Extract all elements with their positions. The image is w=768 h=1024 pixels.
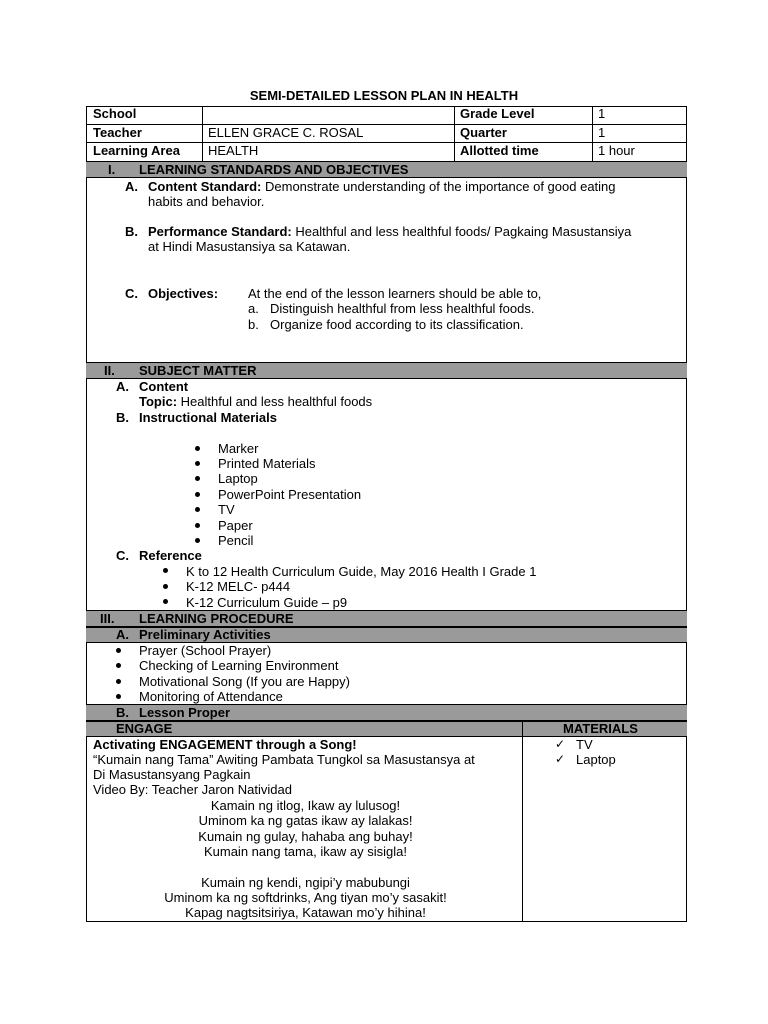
objectives-label: Objectives: [148,286,219,301]
bullet [195,476,200,481]
objective-a: Distinguish healthful from less healthful foods. [270,301,535,316]
performance-standard-letter: B. [125,224,138,239]
bullet [116,679,121,684]
bullet [116,663,121,668]
performance-standard-label: Performance Standard: [148,224,292,239]
engage-song-line2: Di Masustansyang Pagkain [93,767,251,782]
topic [139,394,372,409]
objective-b-letter: b. [248,317,259,332]
lyric-line: Kumain ng gulay, hahaba ang buhay! [198,829,413,844]
bullet [195,538,200,543]
lyric-line: Uminom ka ng gatas ikaw ay lalakas! [198,813,413,828]
list-item: Printed Materials [218,456,316,471]
teacher-value: ELLEN GRACE C. ROSAL [208,125,364,140]
list-item: Laptop [576,752,616,767]
list-item: K-12 Curriculum Guide – p9 [186,595,348,610]
list-item: Monitoring of Attendance [139,689,283,704]
allotted-time-label: Allotted time [460,143,539,158]
list-item: Laptop [218,471,258,486]
section3-title: LEARNING PROCEDURE [139,611,294,626]
objectives-intro: At the end of the lesson learners should be able to, [248,286,542,301]
lyric-line: Uminom ka ng softdrinks, Ang tiyan mo’y sasakit! [164,890,447,905]
list-item: Prayer (School Prayer) [139,643,272,658]
document-title: SEMI-DETAILED LESSON PLAN IN HEALTH [249,88,519,103]
list-item: TV [576,737,593,752]
check-icon: ✓ [555,752,566,766]
list-item: Pencil [218,533,254,548]
objectives-letter: C. [125,286,138,301]
section2-title: SUBJECT MATTER [139,363,257,378]
engage-header: ENGAGE [116,721,173,736]
school-label: School [93,106,137,121]
quarter-label: Quarter [460,125,507,140]
preliminary-label: Preliminary Activities [139,627,271,642]
engage-title: Activating ENGAGEMENT through a Song! [93,737,357,752]
bullet [195,492,200,497]
lyric-line: Kapag nagtsitsiriya, Katawan mo’y hihina! [185,905,426,920]
quarter-value: 1 [598,125,606,140]
content-standard-text: Demonstrate understanding of the importance of good eating [261,179,616,194]
list-item: K to 12 Health Curriculum Guide, May 2016 Health I Grade 1 [186,564,537,579]
content-standard-text-cont: habits and behavior. [148,194,265,209]
lesson-proper-label: Lesson Proper [139,705,231,720]
performance-standard-text: Healthful and less healthful foods/ Pagkaing Masustansiya [291,224,632,239]
grade-level-value: 1 [598,106,606,121]
section1-number: I. [108,162,116,177]
content-letter: A. [116,379,129,394]
list-item: Motivational Song (If you are Happy) [139,674,350,689]
section2-number: II. [104,363,115,378]
content-standard-label: Content Standard: [148,179,262,194]
section3-number: III. [100,611,115,626]
bullet [116,694,121,699]
content-standard [148,179,616,194]
content-standard-letter: A. [125,179,138,194]
grade-level-label: Grade Level [460,106,535,121]
performance-standard [148,224,631,239]
topic-text: Healthful and less healthful foods [177,394,373,409]
objective-a-letter: a. [248,301,259,316]
bullet [116,648,121,653]
bullet [163,599,168,604]
list-item: Paper [218,518,253,533]
engage-column-divider [522,721,523,922]
instructional-materials-letter: B. [116,410,129,425]
list-item: PowerPoint Presentation [218,487,362,502]
objective-b: Organize food according to its classification. [270,317,524,332]
content-label: Content [139,379,189,394]
topic-label: Topic: [139,394,178,409]
teacher-label: Teacher [93,125,142,140]
reference-letter: C. [116,548,129,563]
bullet [163,568,168,573]
lyric-line: Kumain ng kendi, ngipi’y mabubungi [201,875,410,890]
learning-area-label: Learning Area [93,143,180,158]
bullet [195,523,200,528]
engage-song-line1: “Kumain nang Tama” Awiting Pambata Tungkol sa Masustansya at [93,752,475,767]
reference-label: Reference [139,548,202,563]
list-item: Checking of Learning Environment [139,658,339,673]
list-item: TV [218,502,235,517]
bullet [195,507,200,512]
allotted-time-value: 1 hour [598,143,635,158]
bullet [195,461,200,466]
materials-header: MATERIALS [563,721,638,736]
list-item: Marker [218,441,259,456]
instructional-materials-label: Instructional Materials [139,410,277,425]
learning-area-value: HEALTH [208,143,259,158]
bullet [163,584,168,589]
check-icon: ✓ [555,737,566,751]
bullet [195,446,200,451]
section1-title: LEARNING STANDARDS AND OBJECTIVES [139,162,409,177]
lesson-proper-letter: B. [116,705,129,720]
performance-standard-text-cont: at Hindi Masustansiya sa Katawan. [148,239,351,254]
lyric-line: Kamain ng itlog, Ikaw ay lulusog! [210,798,401,813]
lyric-line: Kumain nang tama, ikaw ay sisigla! [203,844,408,859]
list-item: K-12 MELC- p444 [186,579,291,594]
engage-video-credit: Video By: Teacher Jaron Natividad [93,782,292,797]
preliminary-letter: A. [116,627,129,642]
